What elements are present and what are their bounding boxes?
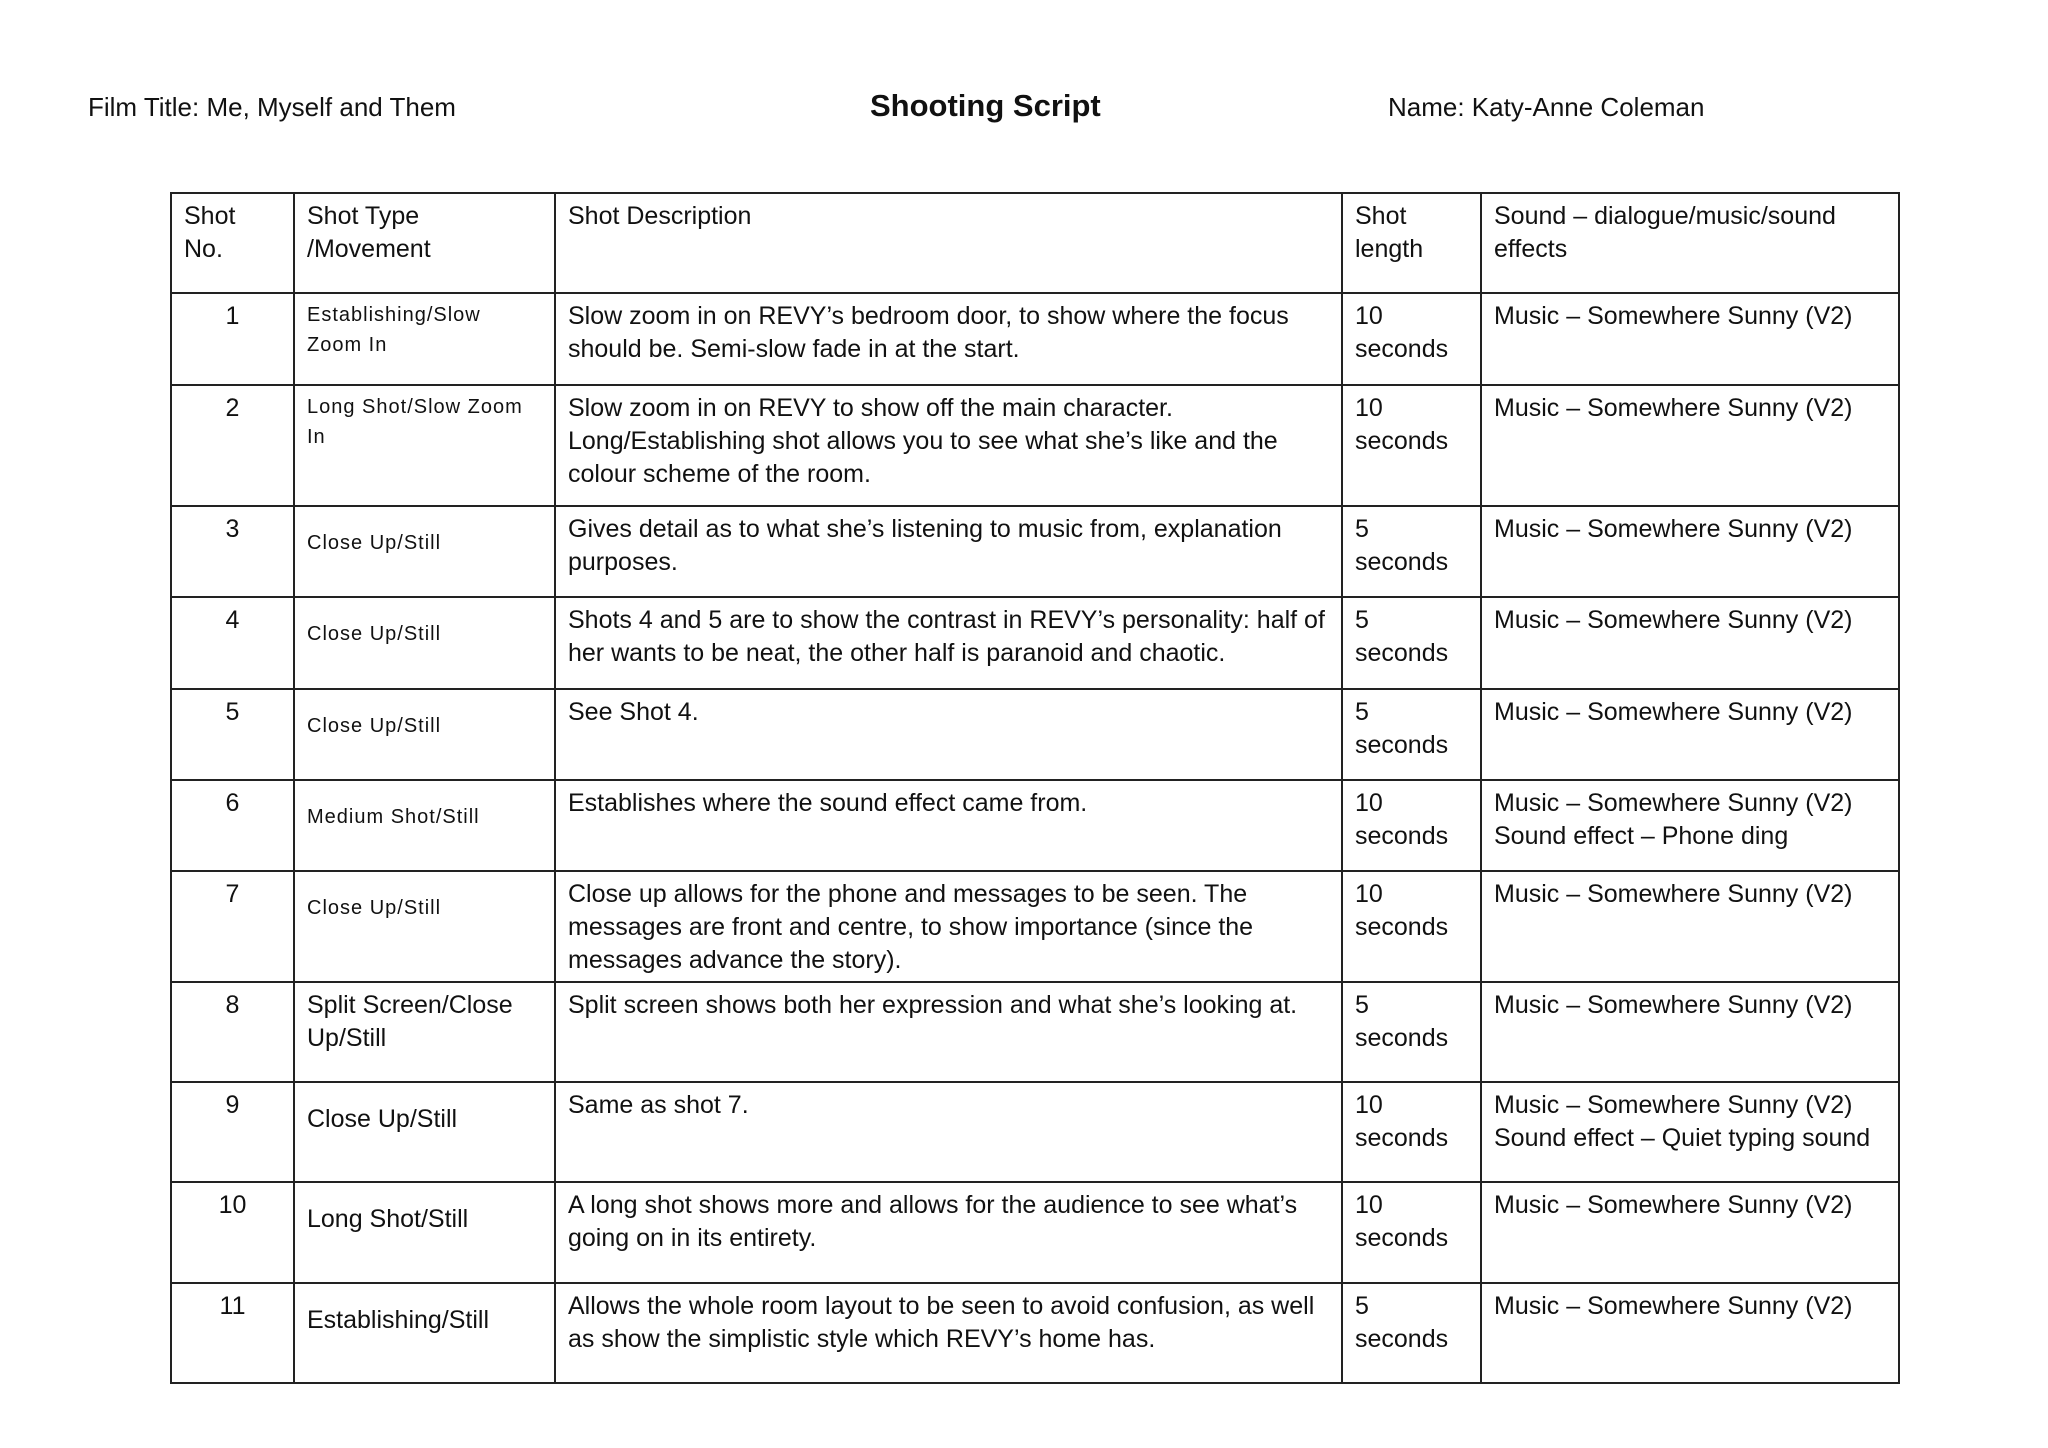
sound-line: Music – Somewhere Sunny (V2) <box>1494 698 1853 726</box>
film-title: Film Title: Me, Myself and Them <box>88 92 456 122</box>
column-header-shot-type: Shot Type /Movement <box>294 193 555 293</box>
shot-number-cell: 5 <box>171 689 294 780</box>
shot-description-cell: Split screen shows both her expression and what she’s looking at. <box>555 982 1342 1082</box>
shot-sound-cell <box>1481 982 1899 1082</box>
table-row <box>171 780 1899 871</box>
shot-type-text: Long Shot/Still <box>307 1204 469 1233</box>
table-row <box>171 871 1899 982</box>
table-row <box>171 1283 1899 1383</box>
shot-type-cell <box>294 1082 555 1182</box>
sound-line: Music – Somewhere Sunny (V2) <box>1494 1292 1853 1320</box>
column-header-description: Shot Description <box>555 193 1342 293</box>
shot-length-cell: 10 seconds <box>1342 293 1481 385</box>
shot-description-cell: Close up allows for the phone and messages to be seen. The messages are front and centre, to show importance (since the messages advance the story). <box>555 871 1342 982</box>
sound-line: Music – Somewhere Sunny (V2) <box>1494 1091 1853 1119</box>
shot-sound-cell <box>1481 1182 1899 1283</box>
shot-length-cell: 5 seconds <box>1342 506 1481 597</box>
shot-type-cell <box>294 871 555 982</box>
shot-number-cell: 11 <box>171 1283 294 1383</box>
sound-line: Music – Somewhere Sunny (V2) <box>1494 1191 1853 1219</box>
shot-length-cell: 10 seconds <box>1342 871 1481 982</box>
shot-type-text: Close Up/Still <box>307 897 442 919</box>
shot-length-cell: 5 seconds <box>1342 982 1481 1082</box>
shot-number-cell: 7 <box>171 871 294 982</box>
shot-number-cell: 3 <box>171 506 294 597</box>
shot-type-cell <box>294 597 555 689</box>
shot-type-text: Close Up/Still <box>307 623 442 645</box>
shot-length-cell: 10 seconds <box>1342 385 1481 506</box>
shot-number-cell: 10 <box>171 1182 294 1283</box>
table-row <box>171 1182 1899 1283</box>
shot-description-cell: See Shot 4. <box>555 689 1342 780</box>
author-name: Name: Katy-Anne Coleman <box>1388 92 1705 122</box>
table-row <box>171 293 1899 385</box>
shot-description-cell: Same as shot 7. <box>555 1082 1342 1182</box>
shot-type-cell <box>294 1182 555 1283</box>
shot-type-cell <box>294 689 555 780</box>
shot-length-cell: 10 seconds <box>1342 1182 1481 1283</box>
sound-line: Music – Somewhere Sunny (V2) <box>1494 880 1853 908</box>
shot-type-text: Split Screen/Close Up/Still <box>307 991 513 1052</box>
shot-number-cell: 9 <box>171 1082 294 1182</box>
shot-sound-cell <box>1481 597 1899 689</box>
column-header-length: Shot length <box>1342 193 1481 293</box>
shot-type-cell <box>294 1283 555 1383</box>
shot-sound-cell <box>1481 1082 1899 1182</box>
shot-sound-cell <box>1481 871 1899 982</box>
shot-description-cell: Slow zoom in on REVY’s bedroom door, to show where the focus should be. Semi-slow fade in at the start. <box>555 293 1342 385</box>
shot-sound-cell <box>1481 1283 1899 1383</box>
table-body <box>171 293 1899 1383</box>
shot-sound-cell <box>1481 293 1899 385</box>
table-row <box>171 689 1899 780</box>
shot-type-cell <box>294 780 555 871</box>
shot-length-cell: 5 seconds <box>1342 689 1481 780</box>
shot-description-cell: Gives detail as to what she’s listening to music from, explanation purposes. <box>555 506 1342 597</box>
shooting-script-table <box>170 192 1900 1384</box>
shot-description-cell: A long shot shows more and allows for the audience to see what’s going on in its entirety. <box>555 1182 1342 1283</box>
shot-type-text: Close Up/Still <box>307 1104 458 1133</box>
shot-sound-cell <box>1481 385 1899 506</box>
sound-line: Music – Somewhere Sunny (V2) <box>1494 789 1853 817</box>
table-header-row <box>171 193 1899 293</box>
shot-type-text: Medium Shot/Still <box>307 806 480 828</box>
sound-line: Music – Somewhere Sunny (V2) <box>1494 394 1853 422</box>
table-row <box>171 385 1899 506</box>
shot-type-text: Close Up/Still <box>307 715 442 737</box>
shot-type-cell <box>294 385 555 506</box>
shot-description-cell: Establishes where the sound effect came from. <box>555 780 1342 871</box>
shot-number-cell: 1 <box>171 293 294 385</box>
shot-length-cell: 5 seconds <box>1342 1283 1481 1383</box>
shot-number-cell: 6 <box>171 780 294 871</box>
shot-type-cell <box>294 982 555 1082</box>
table-row <box>171 982 1899 1082</box>
sound-line: Sound effect – Quiet typing sound <box>1494 1124 1871 1152</box>
shot-sound-cell <box>1481 506 1899 597</box>
table-row <box>171 1082 1899 1182</box>
sound-line: Music – Somewhere Sunny (V2) <box>1494 302 1853 330</box>
shot-length-cell: 5 seconds <box>1342 597 1481 689</box>
column-header-shot-no: Shot No. <box>171 193 294 293</box>
sound-line: Music – Somewhere Sunny (V2) <box>1494 606 1853 634</box>
shot-type-cell <box>294 506 555 597</box>
document-header <box>0 88 2048 128</box>
shot-sound-cell <box>1481 780 1899 871</box>
sound-line: Music – Somewhere Sunny (V2) <box>1494 515 1853 543</box>
shot-number-cell: 2 <box>171 385 294 506</box>
shot-number-cell: 8 <box>171 982 294 1082</box>
table-row <box>171 597 1899 689</box>
shot-type-cell <box>294 293 555 385</box>
shot-type-text: Close Up/Still <box>307 532 442 554</box>
shot-type-text: Establishing/Slow Zoom In <box>307 304 481 356</box>
sound-line: Music – Somewhere Sunny (V2) <box>1494 991 1853 1019</box>
shot-sound-cell <box>1481 689 1899 780</box>
column-header-sound: Sound – dialogue/music/sound effects <box>1481 193 1899 293</box>
sound-line: Sound effect – Phone ding <box>1494 822 1789 850</box>
shot-number-cell: 4 <box>171 597 294 689</box>
document-title: Shooting Script <box>870 88 1101 123</box>
shot-length-cell: 10 seconds <box>1342 1082 1481 1182</box>
shot-type-text: Establishing/Still <box>307 1305 490 1334</box>
table-row <box>171 506 1899 597</box>
shot-description-cell: Shots 4 and 5 are to show the contrast in REVY’s personality: half of her wants to be neat, the other half is paranoid and chaotic. <box>555 597 1342 689</box>
shot-description-cell: Slow zoom in on REVY to show off the main character. Long/Establishing shot allows you to see what she’s like and the colour scheme of the room. <box>555 385 1342 506</box>
shot-description-cell: Allows the whole room layout to be seen to avoid confusion, as well as show the simplistic style which REVY’s home has. <box>555 1283 1342 1383</box>
shot-length-cell: 10 seconds <box>1342 780 1481 871</box>
shot-type-text: Long Shot/Slow Zoom In <box>307 396 523 448</box>
